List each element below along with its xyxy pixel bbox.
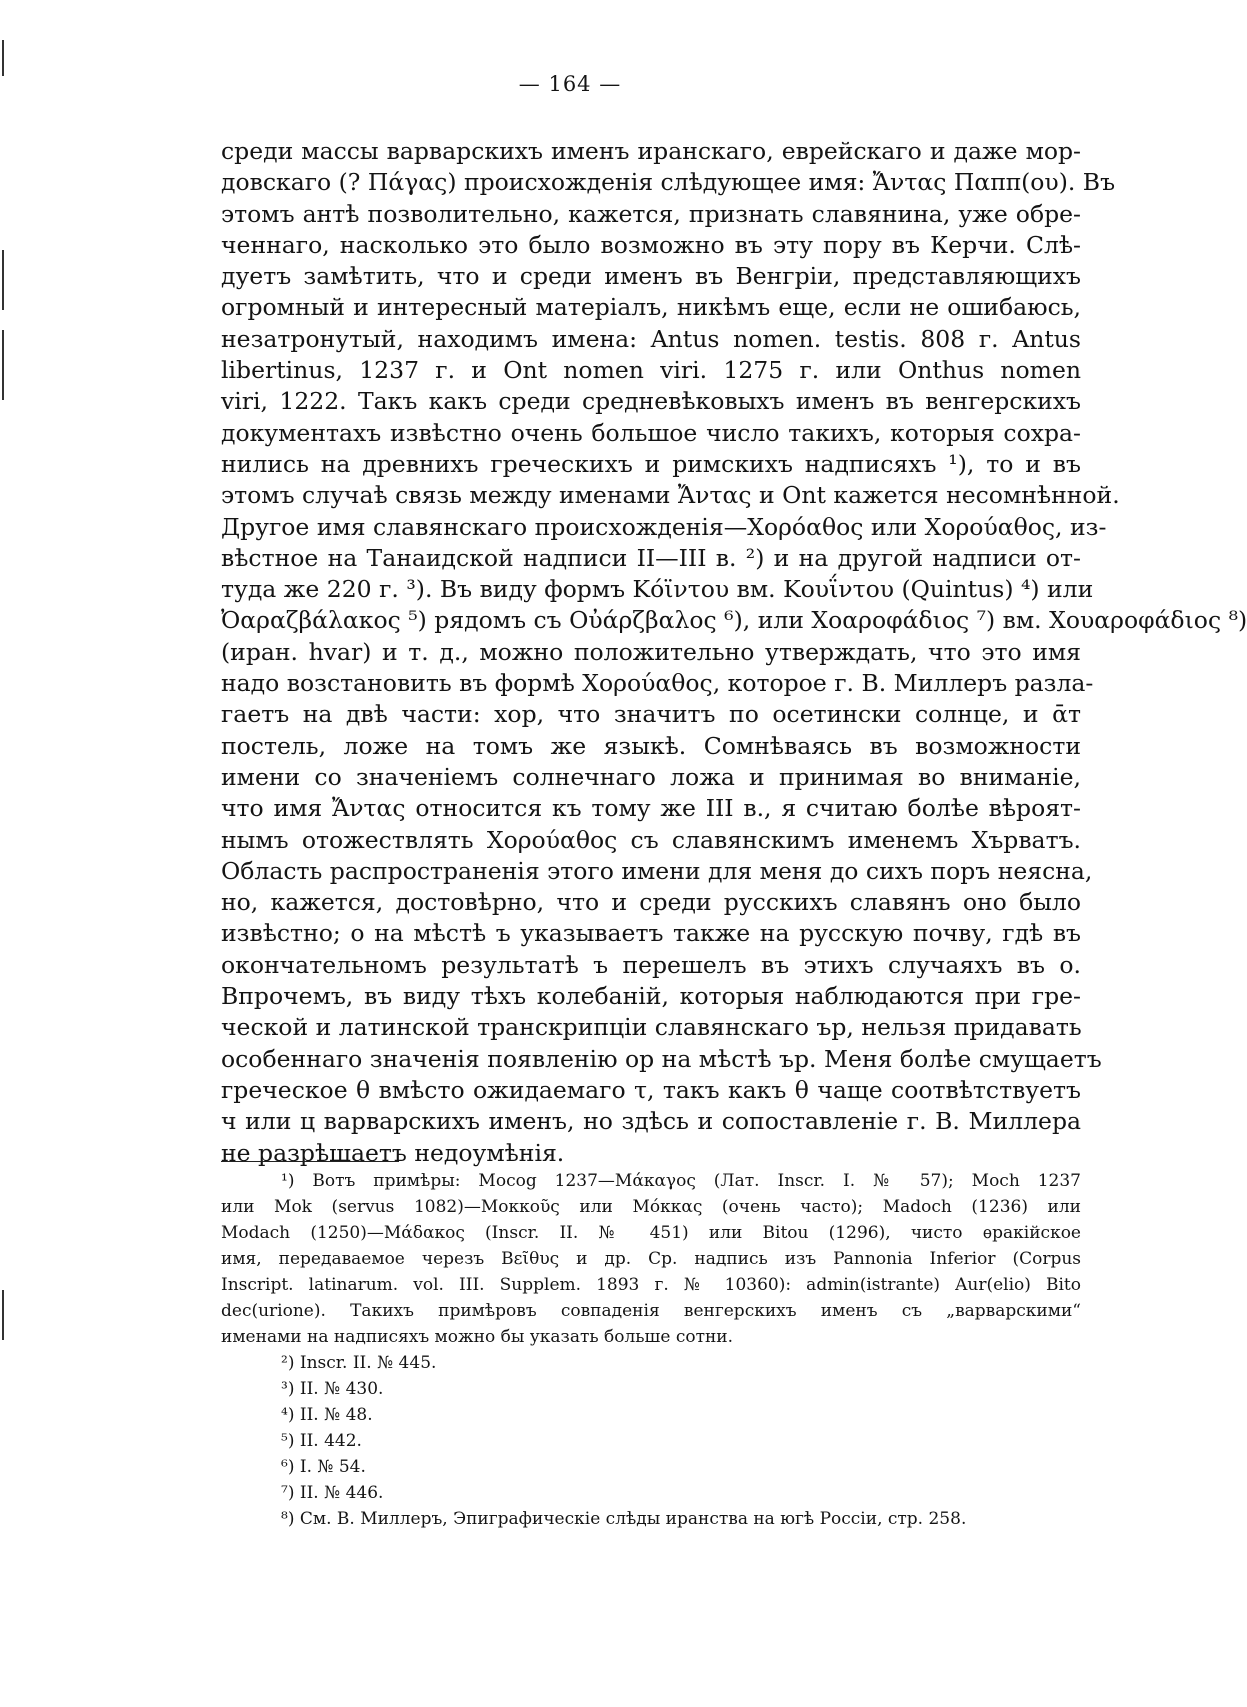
text-line: Другое имя славянскаго происхожденія—Χορόαθος или Χορούαθος, из-	[221, 512, 1107, 541]
text-line: ческой и латинской транскрипціи славянскаго ър, нельзя придавать	[221, 1013, 1082, 1042]
text-line: вѣстное на Танаидской надписи II—III в. ²) и на другой надписи от-	[221, 543, 1081, 572]
footnotes	[221, 1168, 1081, 1532]
main-text	[221, 136, 1247, 1169]
footnote-1-line: dec(urione). Такихъ примѣровъ совпаденія венгерскихъ именъ съ „варварскими“	[221, 1301, 1081, 1321]
scan-edge-mark	[2, 1290, 4, 1340]
text-line: огромный и интересный матеріалъ, никѣмъ еще, если не ошибаюсь,	[221, 293, 1081, 322]
footnote-4: ⁴) II. № 48.	[281, 1405, 373, 1425]
text-line: окончательномъ результатѣ ъ перешелъ въ этихъ случаяхъ въ о.	[221, 950, 1081, 979]
footnote-6: ⁶) I. № 54.	[281, 1457, 366, 1477]
text-line: довскаго (? Πάγας) происхожденія слѣдующее имя: Ἄντας Παππ(ου). Въ	[221, 168, 1116, 197]
text-line: туда же 220 г. ³). Въ виду формъ Κόϊντου вм. Κουΐντου (Quintus) ⁴) или	[221, 575, 1094, 604]
text-line: но, кажется, достовѣрно, что и среди русскихъ славянъ оно было	[221, 888, 1081, 917]
text-line: извѣстно; о на мѣстѣ ъ указываетъ также на русскую почву, гдѣ въ	[221, 919, 1081, 948]
scan-edge-mark	[2, 330, 4, 400]
footnote-separator	[221, 1161, 399, 1162]
text-line: что имя Ἄντας относится къ тому же III в., я считаю болѣе вѣроят-	[221, 794, 1081, 823]
text-line: (иран. hvar) и т. д., можно положительно утверждать, что это имя	[221, 637, 1081, 666]
scan-edge-mark	[2, 250, 4, 310]
text-line: нымъ отожествлять Χορούαθος съ славянскимъ именемъ Хърватъ.	[221, 825, 1081, 854]
footnote-2: ²) Inscr. II. № 445.	[281, 1353, 437, 1373]
page-number: — 164 —	[518, 72, 622, 96]
footnote-5: ⁵) II. 442.	[281, 1431, 362, 1451]
footnote-1-line: Modach (1250)—Μάδακος (Inscr. II. № 451) или Bitou (1296), чисто ѳракійское	[221, 1223, 1081, 1243]
text-line: этомъ случаѣ связь между именами Ἄντας и Ont кажется несомнѣнной.	[221, 481, 1120, 510]
text-line: греческое θ вмѣсто ожидаемаго τ, такъ какъ θ чаще соотвѣтствуетъ	[221, 1075, 1081, 1104]
text-line: libertinus, 1237 г. и Ont nomen viri. 1275 г. или Onthus nomen	[221, 356, 1081, 385]
text-line: этомъ антѣ позволительно, кажется, признать славянина, уже обре-	[221, 199, 1081, 228]
text-line: постель, ложе на томъ же языкѣ. Сомнѣваясь въ возможности	[221, 731, 1081, 760]
text-line: имени со значеніемъ солнечнаго ложа и принимая во вниманіе,	[221, 762, 1081, 791]
footnote-1-line: имя, передаваемое черезъ Βεῖθυς и др. Ср. надпись изъ Pannonia Inferior (Corpus	[221, 1249, 1081, 1269]
text-line: нились на древнихъ греческихъ и римскихъ надписяхъ ¹), то и въ	[221, 449, 1081, 478]
text-line: незатронутый, находимъ имена: Antus nomen. testis. 808 г. Antus	[221, 324, 1081, 353]
text-line: гаетъ на двѣ части: хор, что значитъ по осетински солнце, и ᾱт	[221, 700, 1081, 729]
text-line: viri, 1222. Такъ какъ среди средневѣковыхъ именъ въ венгерскихъ	[221, 387, 1081, 416]
footnote-1-line: именами на надписяхъ можно бы указать больше сотни.	[221, 1327, 734, 1347]
scan-edge-mark	[2, 40, 4, 76]
text-line: надо возстановить въ формѣ Χορούαθος, которое г. В. Миллеръ разла-	[221, 669, 1094, 698]
text-line: особеннаго значенія появленію ор на мѣстѣ ър. Меня болѣе смущаетъ	[221, 1044, 1102, 1073]
text-line: Область распространенія этого имени для меня до сихъ поръ неясна,	[221, 856, 1093, 885]
footnote-1-line: Inscript. latinarum. vol. III. Supplem. 1893 г. № 10360): admin(istrante) Aur(elio) Bito	[221, 1275, 1081, 1295]
footnote-3: ³) II. № 430.	[281, 1379, 384, 1399]
text-line: среди массы варварскихъ именъ иранскаго, еврейскаго и даже мор-	[221, 137, 1081, 165]
footnote-1-line: или Mok (servus 1082)—Μοκκοῦς или Μόκκας (очень часто); Madoch (1236) или	[221, 1197, 1081, 1217]
footnote-1-line: ¹) Вотъ примѣры: Mocog 1237—Μάκαγος (Лат. Inscr. I. № 57); Moch 1237	[281, 1171, 1081, 1191]
footnote-8: ⁸) См. В. Миллеръ, Эпиграфическіе слѣды иранства на югѣ Россіи, стр. 258.	[281, 1509, 967, 1529]
text-line: ч или ц варварскихъ именъ, но здѣсь и сопоставленіе г. В. Миллера	[221, 1107, 1081, 1136]
text-line: не разрѣшаетъ недоумѣнія.	[221, 1138, 565, 1167]
text-line: дуетъ замѣтить, что и среди именъ въ Венгріи, представляющихъ	[221, 262, 1081, 291]
text-line: Ὀαραζβάλακος ⁵) рядомъ съ Οὐάρζβαλος ⁶), или Χοαροφάδιος ⁷) вм. Χουαροφάδιος ⁸)	[221, 606, 1247, 635]
footnote-7: ⁷) II. № 446.	[281, 1483, 384, 1503]
text-line: ченнаго, насколько это было возможно въ эту пору въ Керчи. Слѣ-	[221, 230, 1081, 259]
text-line: Впрочемъ, въ виду тѣхъ колебаній, которыя наблюдаются при гре-	[221, 982, 1081, 1011]
text-line: документахъ извѣстно очень большое число такихъ, которыя сохра-	[221, 418, 1081, 447]
